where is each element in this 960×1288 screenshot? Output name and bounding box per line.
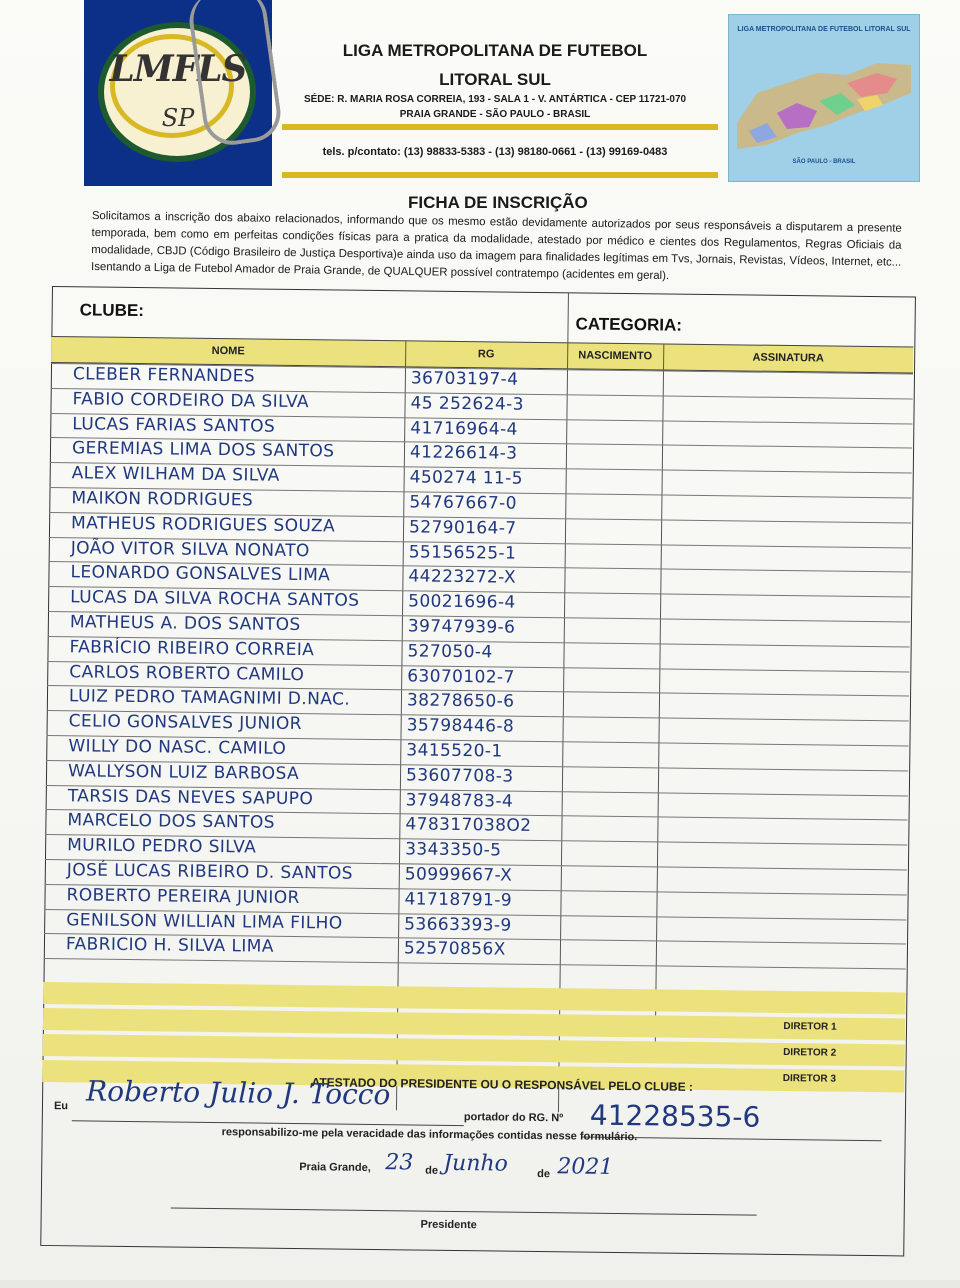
player-rg: 50021696-4 — [408, 591, 516, 613]
address-line2: PRAIA GRANDE - SÃO PAULO - BRASIL — [399, 109, 591, 120]
player-rg: 41716964-4 — [410, 417, 518, 440]
player-name: MATHEUS RODRIGUES SOUZA — [70, 513, 336, 537]
club-label: CLUBE: — [79, 300, 145, 321]
player-rg: 3343350-5 — [405, 839, 502, 861]
player-rg: 527050-4 — [407, 641, 493, 663]
column-header-signature: ASSINATURA — [752, 351, 824, 365]
league-title-line1: LIGA METROPOLITANA DE FUTEBOL — [342, 41, 648, 60]
player-rg: 37948783-4 — [405, 789, 514, 812]
player-rg: 63070102-7 — [407, 665, 515, 688]
attestation-heading: ATESTADO DO PRESIDENTE OU O RESPONSÁVEL PELO CLUBE : — [311, 1075, 694, 1094]
map-region-shapes — [737, 53, 911, 153]
player-name: MATHEUS A. DOS SANTOS — [69, 612, 301, 636]
player-rg: 3415520-1 — [406, 740, 503, 762]
player-name: LEONARDO GONSALVES LIMA — [70, 562, 331, 586]
player-name: TARSIS DAS NEVES SAPUPO — [67, 785, 314, 809]
director-1-label: DIRETOR 1 — [783, 1020, 837, 1033]
player-name: LUIZ PEDRO TAMAGNIMI D.NAC. — [68, 686, 351, 711]
player-rg: 38278650-6 — [406, 690, 515, 713]
player-rg: 44223272-X — [408, 566, 517, 589]
player-name: FABRÍCIO RIBEIRO CORREIA — [69, 637, 315, 661]
column-header-birth: NASCIMENTO — [578, 349, 653, 363]
region-map — [728, 14, 920, 182]
player-rg: 35798446-8 — [406, 715, 515, 737]
player-rg: 45 252624-3 — [410, 393, 525, 415]
form-title: FICHA DE INSCRIÇÃO — [408, 193, 588, 212]
player-name: FABRICIO H. SILVA LIMA — [65, 934, 274, 958]
intro-paragraph: Solicitamos a inscrição dos abaixo relacionados, informando que os mesmo estão devidamente autorizados por seus responsáveis a disputarem a presente temporada, bem como em perfeitas condições físicas para a pratica da modalidade, atestado por médico e cientes dos Regulamentos, Regras Oficiais da modalidade, CBJD (Código Brasileiro de Justiça Desportiva)e ainda uso da imagem para finalidades legítimas em Tvs, Jornais, Revistas, Vídeos, Internet, etc... Isentando a Liga de Futebol Amador de Praia Grande, de QUALQUER possível contratempo (acidentes em geral). — [90, 209, 902, 283]
player-name: LUCAS FARIAS SANTOS — [72, 413, 276, 437]
player-name: FABIO CORDEIRO DA SILVA — [72, 389, 310, 412]
date-de2: de — [537, 1167, 551, 1181]
player-name: ROBERTO PEREIRA JUNIOR — [66, 885, 300, 908]
player-name: MAIKON RODRIGUES — [71, 488, 254, 511]
player-rg: 53607708-3 — [405, 765, 514, 787]
player-name: WALLYSON LUIZ BARBOSA — [67, 761, 300, 784]
player-rg: 41718791-9 — [404, 889, 513, 911]
player-name: CARLOS ROBERTO CAMILO — [69, 661, 305, 685]
date-de1: de — [425, 1164, 439, 1177]
player-rg: 52790164-7 — [408, 517, 517, 539]
registration-table — [40, 286, 916, 1288]
player-rg: 54767667-0 — [409, 492, 517, 514]
logo-subtext: SP — [161, 104, 195, 132]
column-header-name: NOME — [211, 344, 245, 358]
player-name: GENILSON WILLIAN LIMA FILHO — [66, 909, 343, 934]
player-rg: 52570856X — [403, 938, 506, 960]
league-address — [290, 92, 700, 122]
signer-signature: Roberto Julio J. Tocco — [85, 1074, 391, 1112]
map-footer: SÃO PAULO - BRASIL — [792, 159, 856, 165]
player-rg: 55156525-1 — [408, 541, 517, 564]
league-title-line2: LITORAL SUL — [439, 70, 551, 89]
map-title: LIGA METROPOLITANA DE FUTEBOL LITORAL SUL — [737, 26, 911, 33]
address-line1: SÉDE: R. MARIA ROSA CORREIA, 193 - SALA 1 - V. ANTÁRTICA - CEP 11721-070 — [303, 94, 687, 105]
logo-text: LMFLS — [109, 48, 247, 90]
divider-bar — [282, 172, 718, 178]
city-label: Praia Grande, — [299, 1161, 371, 1174]
league-title — [290, 36, 700, 94]
category-label: CATEGORIA: — [575, 314, 683, 335]
date-month: Junho — [443, 1150, 509, 1177]
director-2-label: DIRETOR 2 — [783, 1046, 837, 1059]
column-header-rg: RG — [477, 348, 495, 361]
player-name: CELIO GONSALVES JUNIOR — [68, 711, 303, 735]
player-rg: 53663393-9 — [404, 913, 512, 936]
signer-rg: 41228535-6 — [589, 1098, 761, 1134]
player-name: JOSÉ LUCAS RIBEIRO D. SANTOS — [66, 860, 354, 884]
divider-bar — [282, 124, 718, 130]
player-name: GEREMIAS LIMA DOS SANTOS — [71, 438, 335, 462]
player-name: MARCELO DOS SANTOS — [67, 810, 275, 834]
player-rg: 41226614-3 — [409, 442, 518, 465]
date-year: 2021 — [557, 1154, 614, 1180]
player-name: JOÃO VITOR SILVA NONATO — [70, 537, 310, 561]
director-3-label: DIRETOR 3 — [782, 1072, 837, 1085]
responsibility-text: responsabilizo-me pela veracidade das informações contidas nesse formulário. — [221, 1126, 638, 1144]
player-rg: 478317038O2 — [405, 814, 532, 837]
player-rg: 39747939-6 — [407, 616, 516, 638]
president-label: Presidente — [420, 1218, 477, 1232]
date-day: 23 — [385, 1150, 414, 1176]
phone-numbers: tels. p/contato: (13) 98833-5383 - (13) 98180-0661 - (13) 99169-0483 — [322, 146, 668, 158]
player-name: LUCAS DA SILVA ROCHA SANTOS — [70, 587, 360, 611]
player-name: MURILO PEDRO SILVA — [67, 835, 257, 858]
player-name: WILLY DO NASC. CAMILO — [68, 736, 287, 759]
player-rg: 36703197-4 — [410, 368, 519, 390]
eu-label: Eu — [53, 1100, 69, 1113]
player-rg: 50999667-X — [404, 864, 513, 886]
player-name: CLEBER FERNANDES — [72, 364, 256, 387]
player-rg: 450274 11-5 — [409, 467, 524, 489]
player-name: ALEX WILHAM DA SILVA — [71, 463, 280, 486]
rg-label: portador do RG. Nº — [463, 1111, 564, 1125]
